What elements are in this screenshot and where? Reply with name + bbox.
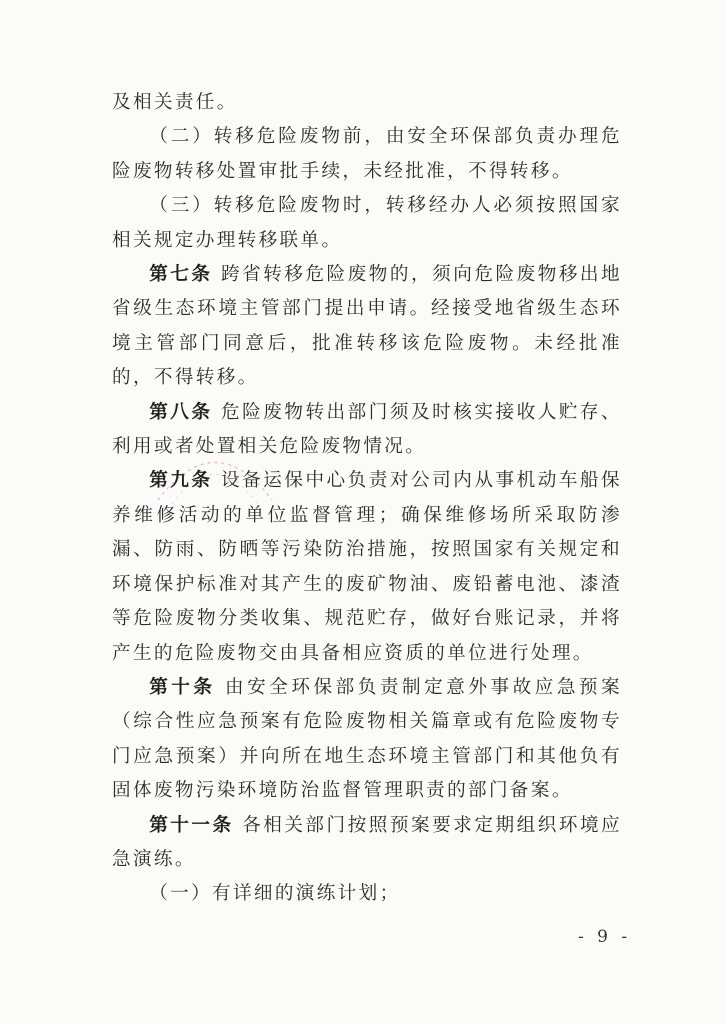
article-10: 第十条 由安全环保部负责制定意外事故应急预案（综合性应急预案有危险废物相关篇章或有危险废物专门应急预案）并向所在地生态环境主管部门和其他负有固体废物污染环境防治监督管理职责的部门备案。 [112, 676, 622, 802]
article-heading: 第十条 [149, 676, 216, 698]
article-heading: 第七条 [149, 264, 213, 286]
article-heading: 第八条 [149, 401, 213, 423]
article-9: 第九条 设备运保中心负责对公司内从事机动车船保养维修活动的单位监督管理；确保维修场所采取防渗漏、防雨、防晒等污染防治措施，按照国家有关规定和环境保护标准对其产生的废矿物油、废铅蓄电池、漆渣等危险废物分类收集、规范贮存，做好台账记录，并将产生的危险废物交由具备相应资质的单位进行处理。 [112, 470, 622, 664]
article-heading: 第十一条 [149, 814, 234, 836]
paragraph: 及相关责任。 [112, 92, 238, 113]
article-7: 第七条 跨省转移危险废物的，须向危险废物移出地省级生态环境主管部门提出申请。经接受地省级生态环境主管部门同意后，批准转移该危险废物。未经批准的，不得转移。 [112, 264, 622, 389]
article-heading: 第九条 [149, 470, 213, 492]
paragraph: （二）转移危险废物前，由安全环保部负责办理危险废物转移处置审批手续，未经批准，不得转移。 [112, 126, 622, 182]
document-body [112, 86, 622, 912]
paragraph: （一）有详细的演练计划； [149, 883, 401, 905]
paragraph: （三）转移危险废物时，转移经办人必须按照国家相关规定办理转移联单。 [112, 195, 622, 251]
article-8: 第八条 危险废物转出部门须及时核实接收人贮存、利用或者处置相关危险废物情况。 [112, 401, 622, 458]
page-number: - 9 - [578, 927, 632, 947]
article-11: 第十一条 各相关部门按照预案要求定期组织环境应急演练。 [112, 814, 622, 870]
